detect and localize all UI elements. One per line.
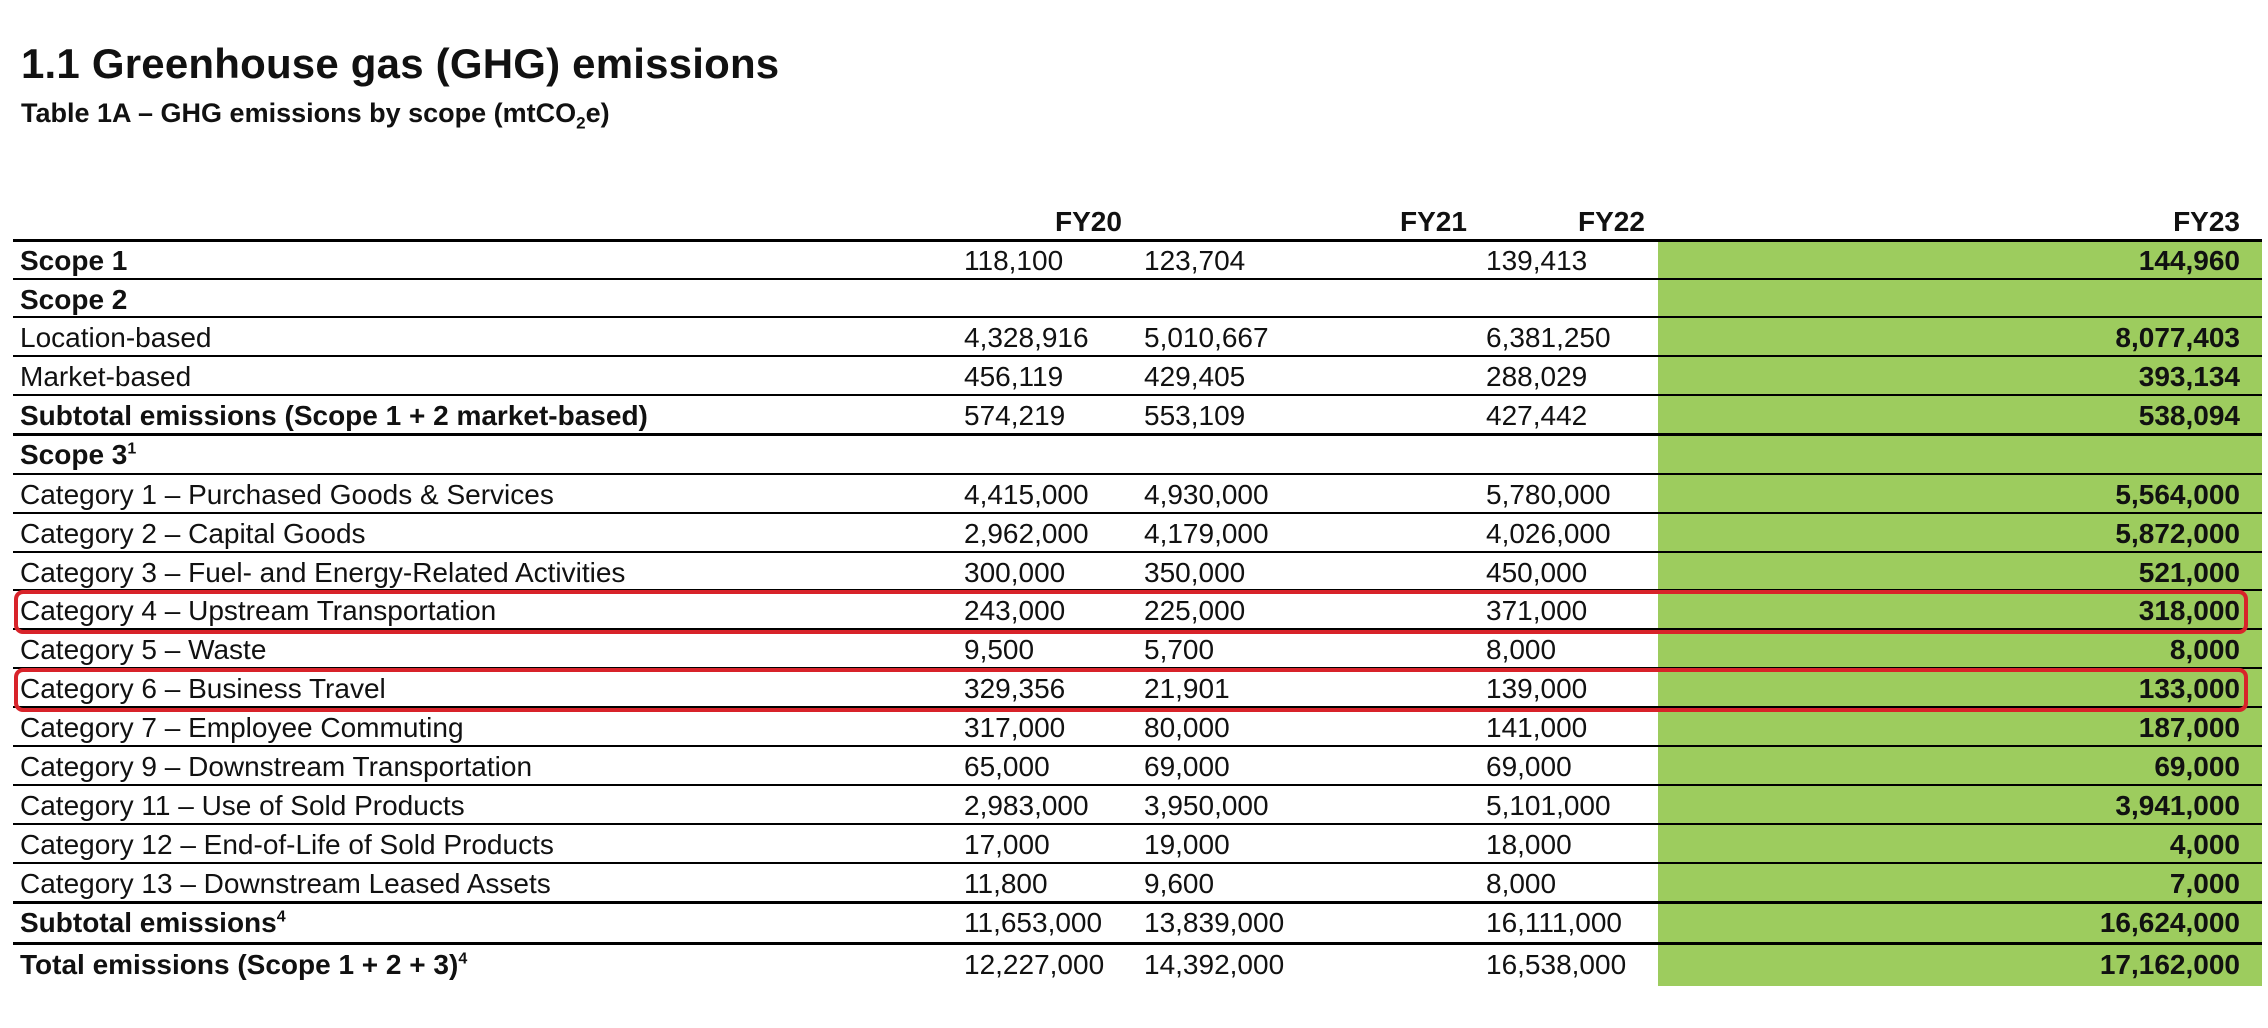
cell-fy20: 243,000	[964, 595, 1066, 626]
cell-fy22: 5,101,000	[1486, 790, 1611, 821]
row-label-text: Category 1 – Purchased Goods & Services	[20, 479, 554, 510]
table-row	[0, 514, 2268, 553]
cell-fy23: 8,000	[2169, 634, 2240, 665]
row-label	[20, 630, 266, 669]
cell-fy22: 141,000	[1486, 712, 1588, 743]
annotation-box-category-6	[14, 668, 2248, 712]
row-label	[20, 708, 464, 747]
cell-fy23: 17,162,000	[2099, 949, 2240, 980]
cell-fy22: 16,111,000	[1486, 907, 1622, 938]
row-label-text: Market-based	[20, 361, 192, 392]
cell-fy22: 288,029	[1486, 361, 1588, 392]
cell-fy21: 429,405	[1144, 361, 1246, 392]
table-row	[0, 241, 2268, 280]
cell-fy20: 11,653,000	[964, 907, 1103, 938]
cell-fy21: 123,704	[1144, 245, 1246, 276]
table-caption	[21, 98, 610, 133]
cell-fy21: 19,000	[1144, 829, 1230, 860]
cell-fy23: 133,000	[2138, 673, 2240, 704]
cell-fy20: 317,000	[964, 712, 1066, 743]
row-label-text: Category 4 – Upstream Transportation	[20, 595, 497, 626]
table-row	[0, 318, 2268, 357]
column-header-fy22: FY22	[1578, 206, 1645, 237]
column-header-fy20: FY20	[1055, 206, 1122, 237]
table-row	[0, 553, 2268, 592]
row-label-text: Category 7 – Employee Commuting	[20, 712, 464, 743]
cell-fy22: 6,381,250	[1486, 322, 1611, 353]
cell-fy21: 69,000	[1144, 751, 1230, 782]
cell-fy20: 300,000	[964, 557, 1066, 588]
row-label-text: Category 9 – Downstream Transportation	[20, 751, 533, 782]
row-label-text: Location-based	[20, 322, 212, 353]
column-header-fy21: FY21	[1400, 206, 1467, 237]
table-row	[0, 708, 2268, 747]
table-row	[0, 864, 2268, 903]
row-label-text: Category 2 – Capital Goods	[20, 518, 366, 549]
cell-fy20: 456,119	[964, 361, 1064, 392]
table-row	[0, 630, 2268, 669]
cell-fy22: 18,000	[1486, 829, 1572, 860]
row-label-text: Category 6 – Business Travel	[20, 673, 386, 704]
cell-fy22: 69,000	[1486, 751, 1572, 782]
row-label-text: Subtotal emissions	[20, 907, 277, 938]
cell-fy21: 5,010,667	[1144, 322, 1269, 353]
cell-fy20: 4,415,000	[964, 479, 1089, 510]
caption-text-end: e)	[585, 98, 610, 128]
cell-fy21: 13,839,000	[1144, 907, 1285, 938]
cell-fy21: 21,901	[1144, 673, 1230, 704]
table-row	[0, 280, 2268, 319]
cell-fy22: 371,000	[1486, 595, 1588, 626]
row-label-text: Scope 2	[20, 284, 128, 315]
table-row	[0, 747, 2268, 786]
table-row	[0, 357, 2268, 396]
row-label	[20, 435, 136, 474]
row-label	[20, 241, 127, 280]
cell-fy20: 11,800	[964, 868, 1048, 899]
cell-fy23: 318,000	[2138, 595, 2240, 626]
row-label-text: Category 3 – Fuel- and Energy-Related Activities	[20, 557, 626, 588]
footnote-marker: 4	[458, 950, 468, 968]
cell-fy23: 7,000	[2169, 868, 2240, 899]
table-row	[0, 475, 2268, 514]
cell-fy21: 14,392,000	[1144, 949, 1285, 980]
row-label	[20, 553, 625, 592]
row-label	[20, 514, 366, 553]
table-row	[0, 396, 2268, 435]
row-label-text: Category 5 – Waste	[20, 634, 267, 665]
cell-fy21: 350,000	[1144, 557, 1246, 588]
cell-fy21: 3,950,000	[1144, 790, 1269, 821]
cell-fy21: 225,000	[1144, 595, 1246, 626]
cell-fy20: 4,328,916	[964, 322, 1089, 353]
table-row	[0, 786, 2268, 825]
cell-fy20: 118,100	[964, 245, 1064, 276]
table-row	[0, 945, 2268, 984]
row-label	[20, 280, 127, 319]
row-label	[20, 357, 191, 396]
cell-fy23: 3,941,000	[2115, 790, 2240, 821]
cell-fy20: 2,962,000	[964, 518, 1089, 549]
row-label	[20, 396, 648, 435]
cell-fy22: 8,000	[1486, 868, 1557, 899]
row-label-text: Total emissions (Scope 1 + 2 + 3)	[20, 949, 459, 980]
table-row	[0, 825, 2268, 864]
cell-fy23: 521,000	[2138, 557, 2240, 588]
cell-fy23: 5,872,000	[2115, 518, 2240, 549]
row-label	[20, 475, 554, 514]
page-title: 1.1 Greenhouse gas (GHG) emissions	[21, 40, 780, 87]
cell-fy21: 80,000	[1144, 712, 1230, 743]
cell-fy20: 9,500	[964, 634, 1035, 665]
cell-fy23: 8,077,403	[2115, 322, 2240, 353]
annotation-box-category-4	[14, 590, 2248, 634]
cell-fy22: 139,413	[1486, 245, 1588, 276]
row-label	[20, 903, 286, 942]
cell-fy20: 2,983,000	[964, 790, 1089, 821]
column-header-fy23: FY23	[2173, 206, 2240, 237]
cell-fy23: 16,624,000	[2099, 907, 2240, 938]
cell-fy20: 574,219	[964, 400, 1066, 431]
row-label-text: Scope 3	[20, 439, 128, 470]
cell-fy20: 12,227,000	[964, 949, 1105, 980]
row-label	[20, 825, 554, 864]
row-label-text: Scope 1	[20, 245, 128, 276]
row-label-text: Category 11 – Use of Sold Products	[20, 790, 465, 821]
cell-fy23: 144,960	[2138, 245, 2240, 276]
caption-text: Table 1A – GHG emissions by scope (mtCO	[21, 98, 577, 128]
cell-fy21: 5,700	[1144, 634, 1215, 665]
row-label	[20, 864, 551, 903]
cell-fy21: 553,109	[1144, 400, 1246, 431]
cell-fy22: 427,442	[1486, 400, 1588, 431]
row-label	[20, 945, 467, 984]
row-label	[20, 318, 211, 357]
cell-fy22: 8,000	[1486, 634, 1557, 665]
cell-fy23: 393,134	[2138, 361, 2240, 392]
cell-fy23: 187,000	[2138, 712, 2240, 743]
row-label-text: Category 12 – End-of-Life of Sold Products	[20, 829, 554, 860]
cell-fy22: 4,026,000	[1486, 518, 1611, 549]
row-label-text: Category 13 – Downstream Leased Assets	[20, 868, 551, 899]
cell-fy21: 4,930,000	[1144, 479, 1269, 510]
table-row	[0, 435, 2268, 474]
row-label	[20, 786, 465, 825]
cell-fy20: 65,000	[964, 751, 1050, 782]
cell-fy21: 9,600	[1144, 868, 1215, 899]
cell-fy23: 5,564,000	[2115, 479, 2240, 510]
table-row	[0, 903, 2268, 942]
cell-fy22: 5,780,000	[1486, 479, 1611, 510]
cell-fy22: 139,000	[1486, 673, 1588, 704]
cell-fy22: 16,538,000	[1486, 949, 1627, 980]
cell-fy21: 4,179,000	[1144, 518, 1269, 549]
cell-fy23: 538,094	[2138, 400, 2240, 431]
cell-fy22: 450,000	[1486, 557, 1588, 588]
row-label-text: Subtotal emissions (Scope 1 + 2 market-based)	[20, 400, 648, 431]
cell-fy23: 4,000	[2169, 829, 2240, 860]
row-label	[20, 747, 532, 786]
cell-fy20: 329,356	[964, 673, 1066, 704]
footnote-marker: 4	[276, 908, 286, 926]
footnote-marker: 1	[127, 440, 137, 458]
caption-subscript: 2	[576, 113, 586, 133]
cell-fy23: 69,000	[2154, 751, 2240, 782]
cell-fy20: 17,000	[964, 829, 1050, 860]
